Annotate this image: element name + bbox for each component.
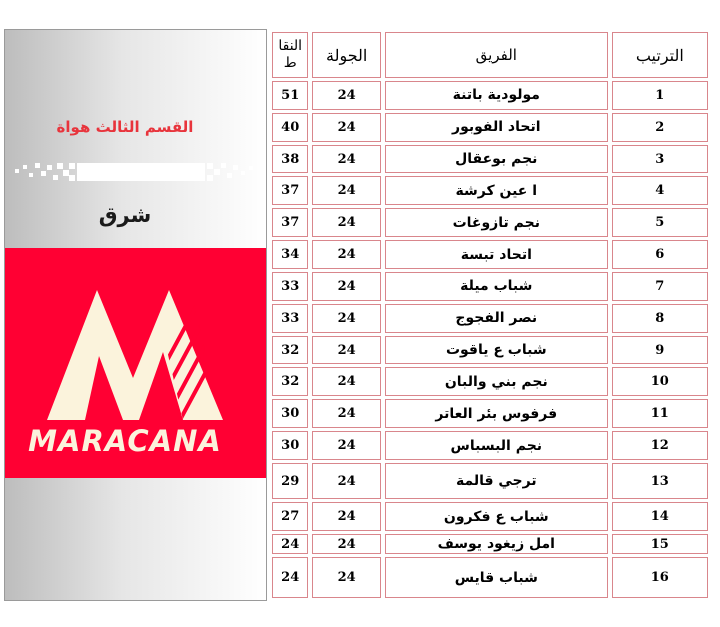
team-cell: مولودية باتنة: [385, 81, 608, 110]
rank-cell: 13: [612, 463, 708, 499]
table-row: [272, 367, 708, 396]
rank-cell: 1: [612, 81, 708, 110]
played-cell: 24: [312, 81, 381, 110]
played-cell: 24: [312, 208, 381, 237]
rank-cell: 15: [612, 534, 708, 554]
points-cell: 37: [272, 176, 308, 205]
team-cell: شباب قايس: [385, 557, 608, 598]
points-cell: 29: [272, 463, 308, 499]
played-cell: 24: [312, 502, 381, 531]
table-row: [272, 145, 708, 174]
team-cell: نجم البسباس: [385, 431, 608, 460]
points-cell: 34: [272, 240, 308, 269]
standings-table: [268, 29, 712, 601]
rank-cell: 6: [612, 240, 708, 269]
team-cell: نجم بني والبان: [385, 367, 608, 396]
team-cell: ا عين كرشة: [385, 176, 608, 205]
header-played: الجولة: [312, 32, 381, 78]
table-row: [272, 240, 708, 269]
played-cell: 24: [312, 176, 381, 205]
played-cell: 24: [312, 336, 381, 365]
team-cell: اتحاد الفوبور: [385, 113, 608, 142]
points-cell: 30: [272, 431, 308, 460]
rank-cell: 4: [612, 176, 708, 205]
team-cell: شباب ع فكرون: [385, 502, 608, 531]
team-cell: نجم تازوغات: [385, 208, 608, 237]
team-cell: فرفوس بئر العاتر: [385, 399, 608, 428]
table-row: [272, 208, 708, 237]
table-row: [272, 176, 708, 205]
division-title: القسم الثالث هواة: [56, 118, 194, 136]
played-cell: 24: [312, 240, 381, 269]
points-cell: 51: [272, 81, 308, 110]
pixel-strip-decoration: [5, 159, 268, 185]
rank-cell: 7: [612, 272, 708, 301]
table-row: [272, 304, 708, 333]
table-row: [272, 534, 708, 554]
table-header-row: [272, 32, 708, 78]
maracana-m-icon: [5, 270, 266, 430]
played-cell: 24: [312, 367, 381, 396]
team-cell: نصر الفجوج: [385, 304, 608, 333]
team-cell: امل زيغود يوسف: [385, 534, 608, 554]
team-cell: اتحاد تبسة: [385, 240, 608, 269]
header-points: النقا ط: [272, 32, 308, 78]
table-row: [272, 502, 708, 531]
played-cell: 24: [312, 304, 381, 333]
table-row: [272, 431, 708, 460]
points-cell: 40: [272, 113, 308, 142]
rank-cell: 11: [612, 399, 708, 428]
table-row: [272, 399, 708, 428]
team-cell: شباب ع ياقوت: [385, 336, 608, 365]
group-title: شرق: [98, 203, 152, 227]
points-cell: 33: [272, 304, 308, 333]
rank-cell: 9: [612, 336, 708, 365]
played-cell: 24: [312, 431, 381, 460]
table-row: [272, 336, 708, 365]
points-cell: 30: [272, 399, 308, 428]
played-cell: 24: [312, 113, 381, 142]
team-cell: نجم بوعقال: [385, 145, 608, 174]
brand-name: MARACANA: [28, 424, 222, 458]
side-panel: [4, 29, 267, 601]
table-row: [272, 463, 708, 499]
points-cell: 27: [272, 502, 308, 531]
rank-cell: 10: [612, 367, 708, 396]
table-row: [272, 272, 708, 301]
played-cell: 24: [312, 145, 381, 174]
rank-cell: 2: [612, 113, 708, 142]
played-cell: 24: [312, 557, 381, 598]
played-cell: 24: [312, 463, 381, 499]
table-row: [272, 113, 708, 142]
points-cell: 32: [272, 367, 308, 396]
points-cell: 24: [272, 534, 308, 554]
played-cell: 24: [312, 272, 381, 301]
points-cell: 24: [272, 557, 308, 598]
rank-cell: 3: [612, 145, 708, 174]
rank-cell: 5: [612, 208, 708, 237]
points-cell: 32: [272, 336, 308, 365]
table-row: [272, 557, 708, 598]
points-cell: 33: [272, 272, 308, 301]
rank-cell: 14: [612, 502, 708, 531]
played-cell: 24: [312, 399, 381, 428]
points-cell: 37: [272, 208, 308, 237]
brand-logo: [5, 248, 266, 478]
rank-cell: 8: [612, 304, 708, 333]
header-rank: الترتيب: [612, 32, 708, 78]
team-cell: ترجي قالمة: [385, 463, 608, 499]
header-team: الفريق: [385, 32, 608, 78]
table-row: [272, 81, 708, 110]
points-cell: 38: [272, 145, 308, 174]
rank-cell: 16: [612, 557, 708, 598]
rank-cell: 12: [612, 431, 708, 460]
played-cell: 24: [312, 534, 381, 554]
team-cell: شباب ميلة: [385, 272, 608, 301]
